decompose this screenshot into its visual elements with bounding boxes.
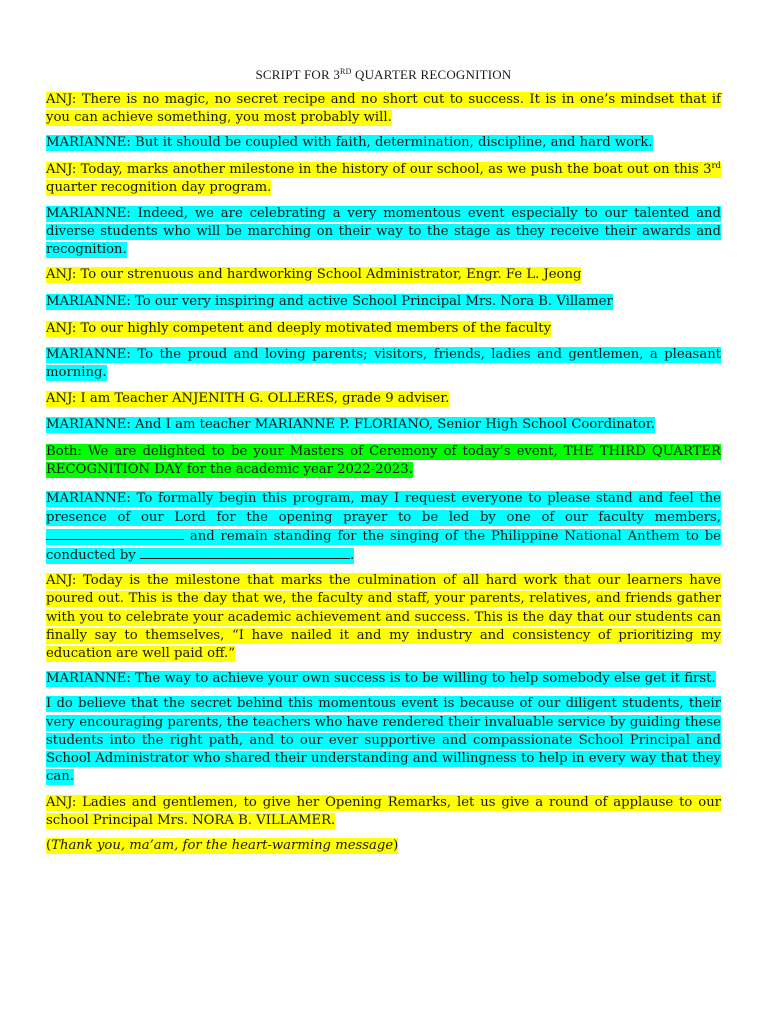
- title-text-end: QUARTER RECOGNITION: [351, 67, 512, 82]
- title-text: SCRIPT FOR 3: [255, 67, 341, 82]
- script-line-anj: [46, 390, 721, 408]
- highlighted-text: MARIANNE: And I am teacher MARIANNE P. FLORIANO, Senior High School Coordinator.: [46, 417, 655, 433]
- highlighted-text: ANJ: I am Teacher ANJENITH G. OLLERES, grade 9 adviser.: [46, 390, 450, 406]
- highlighted-text: MARIANNE: But it should be coupled with faith, determination, discipline, and hard work.: [46, 135, 653, 151]
- script-line-anj: [46, 161, 721, 197]
- line-text: MARIANNE: To formally begin this program, may I request everyone to please stand and feel the presence of our Lord for the opening prayer to be led by one of our faculty members,: [46, 491, 721, 525]
- highlighted-text: MARIANNE: Indeed, we are celebrating a very momentous event especially to our talented and diverse students who will be marching on their way to the stage as they receive their awards and recognition.: [46, 205, 721, 257]
- line-text: ANJ: Today, marks another milestone in the history of our school, as we push the boat out on this 3: [46, 162, 712, 178]
- line-text-end: quarter recognition day program.: [46, 180, 272, 196]
- line-text-middle: and remain standing for the singing of the Philippine National Anthem to be conducted by: [46, 528, 721, 564]
- script-line-anj: [46, 91, 721, 127]
- paren-open: (: [46, 837, 52, 853]
- script-line-marianne: [46, 134, 721, 152]
- script-line-marianne: [46, 346, 721, 382]
- highlighted-text: Both: We are delighted to be your Masters of Ceremony of today’s event, THE THIRD QUARTER RECOGNITION DAY for the academic year 2022-2023.: [46, 444, 721, 478]
- highlighted-text: ANJ: Ladies and gentlemen, to give her Opening Remarks, let us give a round of applause to our school Principal Mrs. NORA B. VILLAMER.: [46, 794, 721, 828]
- script-line-anj: [46, 320, 721, 338]
- script-line-marianne: [46, 416, 721, 434]
- stage-direction-text: Thank you, ma’am, for the heart-warming message: [51, 837, 394, 853]
- script-line-marianne: [46, 670, 721, 688]
- script-line-marianne: [46, 490, 721, 565]
- script-line-anj: [46, 794, 721, 830]
- highlighted-text: [46, 491, 721, 564]
- fill-in-blank-anthem-conductor: [140, 546, 350, 559]
- script-line-anj: [46, 266, 721, 284]
- title-superscript: RD: [340, 67, 352, 76]
- highlighted-text: MARIANNE: The way to achieve your own success is to be willing to help somebody else get it first.: [46, 671, 716, 687]
- highlighted-text: ANJ: There is no magic, no secret recipe and no short cut to success. It is in one’s mindset that if you can achieve something, you most probably will.: [46, 92, 721, 126]
- script-stage-direction: [46, 837, 721, 855]
- highlighted-text: ANJ: To our strenuous and hardworking School Administrator, Engr. Fe L. Jeong: [46, 267, 582, 283]
- script-line-anj: [46, 572, 721, 663]
- ordinal-superscript: rd: [711, 161, 721, 172]
- script-line-marianne-continued: [46, 695, 721, 786]
- line-text-end: .: [349, 548, 355, 564]
- paren-close: ): [393, 837, 399, 853]
- highlighted-text: [46, 838, 398, 854]
- highlighted-text: MARIANNE: To our very inspiring and active School Principal Mrs. Nora B. Villamer: [46, 293, 613, 309]
- script-line-marianne: [46, 293, 721, 311]
- highlighted-text: MARIANNE: To the proud and loving parents; visitors, friends, ladies and gentlemen, a pleasant morning.: [46, 347, 721, 381]
- document-title: [46, 66, 721, 84]
- script-line-both: [46, 443, 721, 479]
- highlighted-text: ANJ: To our highly competent and deeply motivated members of the faculty: [46, 320, 552, 336]
- highlighted-text: ANJ: Today is the milestone that marks the culmination of all hard work that our learners have poured out. This is the day that we, the faculty and staff, your parents, relatives, and friends gather with you to celebrate your academic achievement and success. This is the day that our students can finally say to themselves, “I have nailed it and my industry and consistency of prioritizing my education are well paid off.”: [46, 573, 721, 662]
- highlighted-text: [46, 162, 721, 196]
- script-line-marianne: [46, 205, 721, 260]
- highlighted-text: I do believe that the secret behind this momentous event is because of our diligent students, their very encouraging parents, the teachers who have rendered their invaluable service by guiding these students into the right path, and to our ever supportive and compassionate School Principal and School Administrator who shared their understanding and willingness to help in every way that they can.: [46, 696, 721, 785]
- fill-in-blank-prayer-leader: [46, 527, 184, 540]
